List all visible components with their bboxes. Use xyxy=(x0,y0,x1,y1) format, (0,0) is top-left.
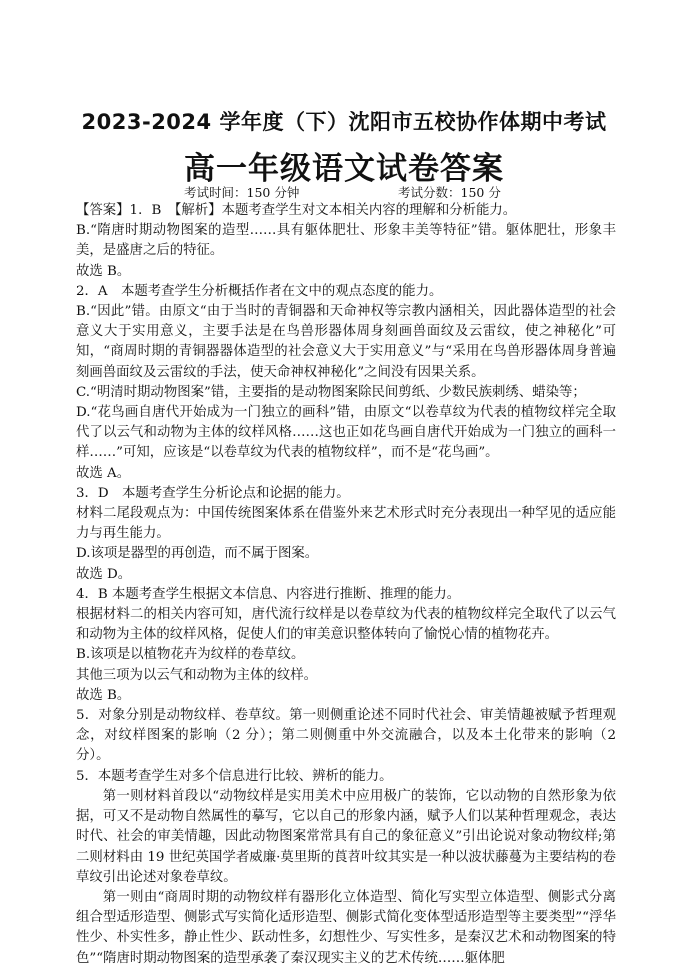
paragraph: 材料二尾段观点为：中国传统图案体系在借鉴外来艺术形式时充分表现出一种罕见的适应能力与再生能力。 xyxy=(76,506,616,542)
exam-title: 2023-2024 学年度（下）沈阳市五校协作体期中考试 xyxy=(81,110,607,134)
paragraph: D.该项是器型的再创造，而不属于图案。 xyxy=(76,546,319,562)
paragraph: 根据材料二的相关内容可知，唐代流行纹样是以卷草纹为代表的植物纹样完全取代了以云气和动物为主体的纹样风格，促使人们的审美意识整体转向了愉悦心情的植物花卉。 xyxy=(76,607,616,643)
paragraph: 其他三项为以云气和动物为主体的纹样。 xyxy=(76,667,318,683)
paragraph: B.“因此”错。由原文“由于当时的青铜器和天命神权等宗教内涵相关，因此器体造型的社会意义大于实用意义，主要手法是在鸟兽形器体周身刻画兽面纹及云雷纹，使之神秘化”可知，“商周时期的青铜器器体造型的社会意义大于实用意义”与“采用在鸟兽形器体周身普遍刻画兽面纹及云雷纹的手法，使天命神权神秘化”之间没有因果关系。 xyxy=(76,304,616,380)
paragraph: 【答案】1．B 【解析】本题考查学生对文本相关内容的理解和分析能力。 xyxy=(76,203,517,218)
paragraph: B.“隋唐时期动物图案的造型……具有躯体肥壮、形象丰美等特征”错。躯体肥壮，形象丰美，是盛唐之后的特征。 xyxy=(76,223,616,259)
answer-body xyxy=(76,201,616,969)
paragraph: 2．A 本题考查学生分析概括作者在文中的观点态度的能力。 xyxy=(76,283,443,299)
paragraph: 故选 B。 xyxy=(76,263,131,279)
paragraph: 4．B 本题考查学生根据文本信息、内容进行推断、推理的能力。 xyxy=(76,586,461,602)
exam-time: 考试时间：150 分钟 xyxy=(184,185,300,200)
document-title: 高一年级语文试卷答案 xyxy=(184,151,504,187)
paragraph: 故选 B。 xyxy=(76,687,131,703)
exam-score: 考试分数：150 分 xyxy=(398,185,501,200)
paragraph: 5．对象分别是动物纹样、卷草纹。第一则侧重论述不同时代社会、审美情趣被赋予哲理观念，对纹样图案的影响（2 分）；第二则侧重中外交流融合，以及本土化带来的影响（2分）。 xyxy=(76,708,616,764)
paragraph: 3．D 本题考查学生分析论点和论据的能力。 xyxy=(76,485,350,501)
indented-paragraph: 第一则由“商周时期的动物纹样有器形化立体造型、简化写实型立体造型、侧影式分离组合型适形造型、侧影式写实简化适形造型、侧影式简化变体型适形造型等主要类型”“浮华性少、朴实性多，静止性少、跃动性多，幻想性少、写实性多，是秦汉艺术和动物图案的特色”“隋唐时期动物图案的造型承袭了秦汉现实主义的艺术传统……躯体肥 xyxy=(76,889,616,966)
paragraph: C.“明清时期动物图案”错，主要指的是动物图案除民间剪纸、少数民族刺绣、蜡染等； xyxy=(76,384,586,400)
indented-paragraph: 第一则材料首段以“动物纹样是实用美术中应用极广的装饰，它以动物的自然形象为依据，可又不是动物自然属性的摹写，它以自己的形象内涵，赋予人们以某种哲理观念，表达时代、社会的审美情趣，因此动物图案常常具有自己的象征意义”引出论说对象动物纹样;第二则材料由 19 世纪英国学者威廉·莫里斯的莨苕叶纹其实是一种以波状藤蔓为主要结构的卷草纹引出论述对象卷草纹。 xyxy=(76,788,616,885)
paragraph: 故选 A。 xyxy=(76,465,131,481)
paragraph: D.“花鸟画自唐代开始成为一门独立的画科”错，由原文“以卷草纹为代表的植物纹样完全取代了以云气和动物为主体的纹样风格……这也正如花鸟画自唐代开始成为一门独立的画科一样……”可知，应该是“以卷草纹为代表的植物纹样”，而不是“花鸟画”。 xyxy=(76,405,616,461)
paragraph: 5．本题考查学生对多个信息进行比较、辨析的能力。 xyxy=(76,768,393,784)
paragraph: 故选 D。 xyxy=(76,566,132,582)
paragraph: B.该项是以植物花卉为纹样的卷草纹。 xyxy=(76,647,305,663)
